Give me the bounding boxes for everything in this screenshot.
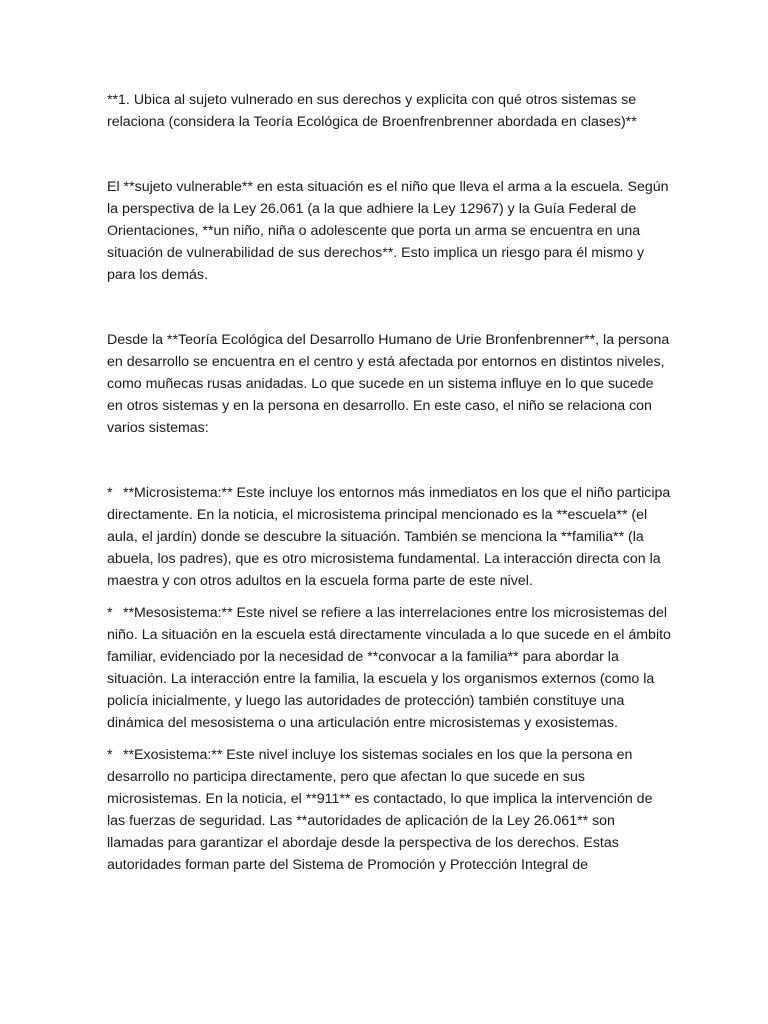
- question-heading: **1. Ubica al sujeto vulnerado en sus derechos y explicita con qué otros sistemas se relaciona (considera la Teoría Ecológica de Broenfrenbrenner abordada en clases)**: [107, 92, 637, 130]
- bullet-marker: *: [107, 485, 113, 501]
- bullet-marker: *: [107, 605, 113, 621]
- subject-paragraph: El **sujeto vulnerable** en esta situación es el niño que lleva el arma a la escuela. Según la perspectiva de la Ley 26.061 (a la que adhiere la Ley 12967) y la Guía Federal de Orientaciones, **un niño, niña o adolescente que porta un arma se encuentra en una situación de vulnerabilidad de sus derechos**. Esto implica un riesgo para él mismo y para los demás.: [107, 179, 669, 283]
- bullet-text: **Microsistema:** Este incluye los entornos más inmediatos en los que el niño participa directamente. En la noticia, el microsistema principal mencionado es la **escuela** (el aula, el jardín) donde se descubre la situación. También se menciona la **familia** (la abuela, los padres), que es otro microsistema fundamental. La interacción directa con la maestra y con otros adultos en la escuela forma parte de este nivel.: [107, 485, 671, 589]
- theory-paragraph: Desde la **Teoría Ecológica del Desarrollo Humano de Urie Bronfenbrenner**, la persona en desarrollo se encuentra en el centro y está afectada por entornos en distintos niveles, como muñecas rusas anidadas. Lo que sucede en un sistema influye en lo que sucede en otros sistemas y en la persona en desarrollo. En este caso, el niño se relaciona con varios sistemas:: [107, 332, 670, 436]
- bullet-mesosistema: [107, 602, 672, 734]
- bullet-exosistema: [107, 744, 672, 876]
- bullet-text: **Exosistema:** Este nivel incluye los sistemas sociales en los que la persona en desarrollo no participa directamente, pero que afectan lo que sucede en sus microsistemas. En la noticia, el **911** es contactado, lo que implica la intervención de las fuerzas de seguridad. Las **autoridades de aplicación de la Ley 26.061** son llamadas para garantizar el abordaje desde la perspectiva de los derechos. Estas autoridades forman parte del Sistema de Promoción y Protección Integral de: [107, 747, 653, 873]
- bullet-marker: *: [107, 747, 113, 763]
- bullet-text: **Mesosistema:** Este nivel se refiere a las interrelaciones entre los microsistemas del niño. La situación en la escuela está directamente vinculada a lo que sucede en el ámbito familiar, evidenciado por la necesidad de **convocar a la familia** para abordar la situación. La interacción entre la familia, la escuela y los organismos externos (como la policía inicialmente, y luego las autoridades de protección) también constituye una dinámica del mesosistema o una articulación entre microsistemas y exosistemas.: [107, 605, 671, 731]
- document-page: [107, 89, 672, 886]
- bullet-microsistema: [107, 482, 672, 592]
